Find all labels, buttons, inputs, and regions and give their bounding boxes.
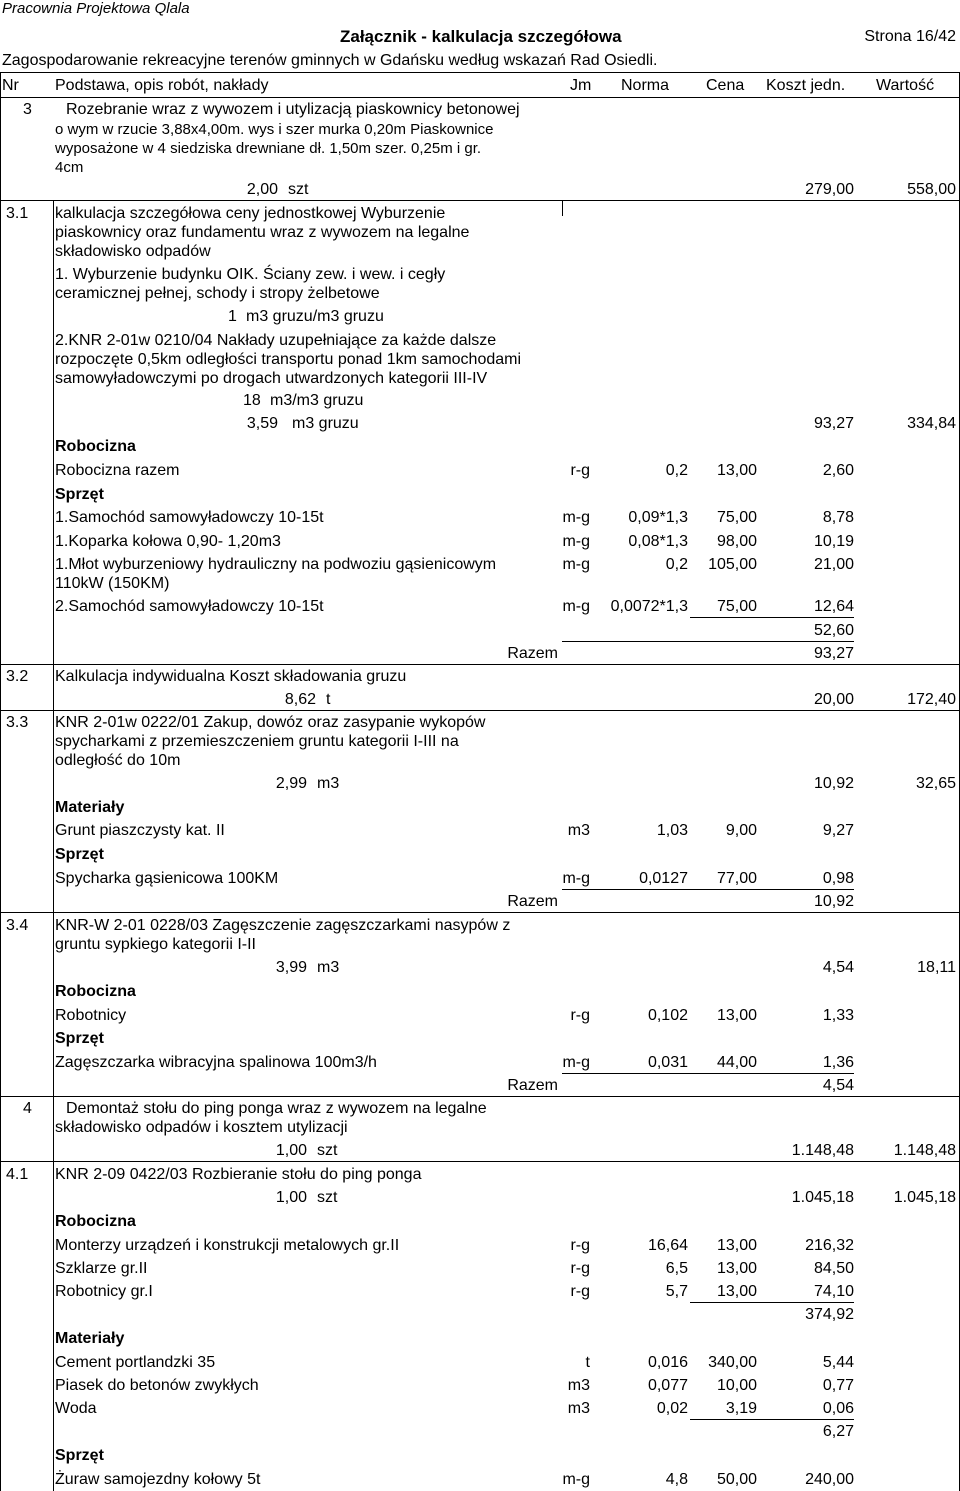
item-desc-line: gruntu sypkiego kategorii I-II (55, 936, 256, 953)
resource-jm: m-g (562, 509, 590, 526)
resource-cena: 105,00 (708, 556, 757, 573)
sub-unit: m3 gruzu/m3 gruzu (246, 308, 384, 325)
item-desc-line: składowisko odpadów (55, 243, 211, 260)
resource-norma: 0,077 (647, 1377, 688, 1394)
resource-koszt: 0,98 (822, 870, 854, 887)
resource-jm: m-g (562, 1054, 590, 1071)
unit-cost: 1.148,48 (791, 1142, 854, 1159)
resource-cena: 98,00 (716, 533, 757, 550)
resource-jm: m-g (562, 1471, 590, 1488)
value: 1.045,18 (893, 1189, 956, 1206)
resource-cena: 13,00 (716, 462, 757, 479)
sub-desc-line: 1. Wyburzenie budynku OIK. Ściany zew. i wew. i cegły (55, 266, 446, 283)
col-cena: Cena (706, 77, 745, 94)
unit: m3 (317, 775, 340, 792)
total-label: Razem (507, 1077, 558, 1094)
total-value: 4,54 (822, 1077, 854, 1094)
item-nr: 3.3 (6, 714, 29, 731)
unit-cost: 1.045,18 (791, 1189, 854, 1206)
col-koszt: Koszt jedn. (766, 77, 846, 94)
item-desc-line: Demontaż stołu do ping ponga wraz z wywozem na legalne (66, 1100, 487, 1117)
section-label: Materiały (55, 799, 125, 816)
resource-cena: 10,00 (716, 1377, 757, 1394)
value: 18,11 (917, 959, 956, 976)
resource-name: 2.Samochód samowyładowczy 10-15t (55, 598, 324, 615)
unit-cost: 10,92 (813, 775, 854, 792)
resource-koszt: 84,50 (813, 1260, 854, 1277)
resource-koszt: 21,00 (813, 556, 854, 573)
item-nr: 4.1 (6, 1166, 29, 1183)
resource-jm: r-g (570, 1283, 590, 1300)
resource-koszt: 216,32 (805, 1237, 854, 1254)
quantity: 2,99 (275, 775, 307, 792)
resource-jm: m3 (567, 1377, 590, 1394)
resource-norma: 0,02 (656, 1400, 688, 1417)
resource-norma: 4,8 (665, 1471, 688, 1488)
sub-quantity: 18 (243, 392, 261, 409)
value: 334,84 (907, 415, 956, 432)
total-value: 10,92 (813, 893, 854, 910)
resource-name: 1.Młot wyburzeniowy hydrauliczny na podwoziu gąsienicowym (55, 556, 497, 573)
page-number: Strona 16/42 (864, 28, 956, 45)
section-sum: 52,60 (813, 622, 854, 639)
document-title: Załącznik - kalkulacja szczegółowa (340, 27, 622, 46)
resource-name: Żuraw samojezdny kołowy 5t (55, 1471, 261, 1488)
section-label: Materiały (55, 1330, 125, 1347)
resource-cena: 340,00 (708, 1354, 757, 1371)
col-jm: Jm (570, 77, 592, 94)
resource-cena: 44,00 (716, 1054, 757, 1071)
resource-name: Monterzy urządzeń i konstrukcji metalowych gr.II (55, 1237, 400, 1254)
resource-cena: 75,00 (716, 509, 757, 526)
resource-jm: r-g (570, 1260, 590, 1277)
item-nr: 3 (23, 101, 32, 118)
quantity: 3,59 (246, 415, 278, 432)
total-label: Razem (507, 893, 558, 910)
resource-cena: 75,00 (716, 598, 757, 615)
resource-jm: r-g (570, 1007, 590, 1024)
resource-cena: 9,00 (725, 822, 757, 839)
resource-norma: 1,03 (656, 822, 688, 839)
item-desc-line: o wym w rzucie 3,88x4,00m. wys i szer murka 0,20m Piaskownice (55, 121, 494, 138)
item-desc-line: wyposażone w 4 siedziska drewniane dł. 1,50m szer. 0,25m i gr. (55, 140, 482, 157)
resource-jm: m-g (562, 598, 590, 615)
section-label: Robocizna (55, 438, 136, 455)
resource-name: Woda (55, 1400, 97, 1417)
project-name: Zagospodarowanie rekreacyjne terenów gminnych w Gdańsku według wskazań Rad Osiedli. (2, 52, 658, 69)
section-label: Sprzęt (55, 1030, 104, 1047)
value: 172,40 (907, 691, 956, 708)
item-desc-line: KNR 2-09 0422/03 Rozbieranie stołu do ping ponga (55, 1166, 422, 1183)
resource-jm: m-g (562, 533, 590, 550)
unit: m3 (317, 959, 340, 976)
resource-name: Spycharka gąsienicowa 100KM (55, 870, 279, 887)
resource-norma: 0,2 (665, 556, 688, 573)
resource-koszt: 1,36 (822, 1054, 854, 1071)
unit-cost: 4,54 (822, 959, 854, 976)
section-label: Sprzęt (55, 1447, 104, 1464)
resource-name: 1.Samochód samowyładowczy 10-15t (55, 509, 324, 526)
item-nr: 3.2 (6, 668, 29, 685)
unit: szt (288, 181, 309, 198)
sub-desc-line: samowyładowczymi po drogach utwardzonych kategorii III-IV (55, 370, 488, 387)
resource-koszt: 9,27 (822, 822, 854, 839)
section-label: Sprzęt (55, 486, 104, 503)
resource-name: Szklarze gr.II (55, 1260, 148, 1277)
unit: t (326, 691, 331, 708)
resource-name: Robotnicy gr.I (55, 1283, 153, 1300)
item-desc-line: 4cm (55, 159, 84, 176)
resource-koszt: 8,78 (822, 509, 854, 526)
unit-cost: 279,00 (805, 181, 854, 198)
sub-unit: m3/m3 gruzu (270, 392, 364, 409)
resource-cena: 13,00 (716, 1237, 757, 1254)
resource-jm: r-g (570, 1237, 590, 1254)
resource-jm: m-g (562, 556, 590, 573)
item-desc-line: Kalkulacja indywidualna Koszt składowania gruzu (55, 668, 407, 685)
resource-cena: 77,00 (716, 870, 757, 887)
company-name: Pracownia Projektowa Qlala (2, 0, 190, 17)
resource-norma: 6,5 (665, 1260, 688, 1277)
sub-desc-line: 2.KNR 2-01w 0210/04 Nakłady uzupełniające za każde dalsze (55, 332, 497, 349)
item-desc-line: spycharkami z przemieszczeniem gruntu kategorii I-III na (55, 733, 459, 750)
unit: szt (317, 1189, 338, 1206)
unit-cost: 93,27 (813, 415, 854, 432)
resource-norma: 0,09*1,3 (628, 509, 688, 526)
resource-jm: r-g (570, 462, 590, 479)
resource-koszt: 10,19 (813, 533, 854, 550)
resource-koszt: 0,06 (822, 1400, 854, 1417)
col-desc: Podstawa, opis robót, nakłady (55, 77, 269, 94)
resource-cena: 13,00 (716, 1007, 757, 1024)
resource-name: Robotnicy (55, 1007, 127, 1024)
item-nr: 3.1 (6, 205, 29, 222)
unit-cost: 20,00 (813, 691, 854, 708)
col-nr: Nr (2, 77, 19, 94)
resource-koszt: 2,60 (822, 462, 854, 479)
resource-koszt: 0,77 (822, 1377, 854, 1394)
item-desc-line: KNR-W 2-01 0228/03 Zagęszczenie zagęszczarkami nasypów z (55, 917, 511, 934)
resource-cena: 13,00 (716, 1260, 757, 1277)
quantity: 3,99 (275, 959, 307, 976)
quantity: 8,62 (284, 691, 316, 708)
resource-koszt: 5,44 (822, 1354, 854, 1371)
item-desc-line: składowisko odpadów i kosztem utylizacji (55, 1119, 348, 1136)
item-nr: 3.4 (6, 917, 29, 934)
resource-koszt: 1,33 (822, 1007, 854, 1024)
resource-name: Robocizna razem (55, 462, 180, 479)
section-sum: 6,27 (822, 1423, 854, 1440)
resource-norma: 0,016 (647, 1354, 688, 1371)
section-label: Sprzęt (55, 846, 104, 863)
item-desc-line: Rozebranie wraz z wywozem i utylizacją piaskownicy betonowej (66, 101, 520, 118)
resource-norma: 0,0072*1,3 (610, 598, 688, 615)
unit: szt (317, 1142, 338, 1159)
sub-quantity: 1 (228, 308, 237, 325)
resource-jm: m-g (562, 870, 590, 887)
col-norma: Norma (621, 77, 670, 94)
resource-norma: 5,7 (665, 1283, 688, 1300)
item-desc-line: odległość do 10m (55, 752, 181, 769)
section-label: Robocizna (55, 983, 136, 1000)
resource-koszt: 12,64 (813, 598, 854, 615)
value: 1.148,48 (893, 1142, 956, 1159)
item-nr: 4 (23, 1100, 32, 1117)
total-value: 93,27 (813, 645, 854, 662)
resource-norma: 0,08*1,3 (628, 533, 688, 550)
resource-norma: 16,64 (647, 1237, 688, 1254)
resource-name: Piasek do betonów zwykłych (55, 1377, 259, 1394)
resource-jm: t (585, 1354, 590, 1371)
resource-name: 1.Koparka kołowa 0,90- 1,20m3 (55, 533, 281, 550)
section-label: Robocizna (55, 1213, 136, 1230)
resource-norma: 0,031 (647, 1054, 688, 1071)
col-wartosc: Wartość (876, 77, 935, 94)
resource-cena: 13,00 (716, 1283, 757, 1300)
quantity: 1,00 (275, 1142, 307, 1159)
total-label: Razem (507, 645, 558, 662)
quantity: 2,00 (246, 181, 278, 198)
sub-desc-line: rozpoczęte 0,5km odległości transportu ponad 1km samochodami (55, 351, 522, 368)
resource-norma: 0,2 (665, 462, 688, 479)
resource-name: Zagęszczarka wibracyjna spalinowa 100m3/h (55, 1054, 377, 1071)
item-desc-line: kalkulacja szczegółowa ceny jednostkowej Wyburzenie (55, 205, 446, 222)
header-divider (0, 72, 960, 73)
resource-koszt: 74,10 (813, 1283, 854, 1300)
resource-jm: m3 (567, 822, 590, 839)
resource-norma: 0,102 (647, 1007, 688, 1024)
item-desc-line: piaskownicy oraz fundamentu wraz z wywozem na legalne (55, 224, 470, 241)
section-sum: 374,92 (805, 1306, 854, 1323)
resource-name: Grunt piaszczysty kat. II (55, 822, 225, 839)
unit: m3 gruzu (292, 415, 359, 432)
resource-jm: m3 (567, 1400, 590, 1417)
quantity: 1,00 (275, 1189, 307, 1206)
resource-cena: 50,00 (716, 1471, 757, 1488)
resource-name: Cement portlandzki 35 (55, 1354, 216, 1371)
resource-koszt: 240,00 (805, 1471, 854, 1488)
resource-norma: 0,0127 (639, 870, 688, 887)
sub-desc-line: ceramicznej pełnej, schody i stropy żelbetowe (55, 285, 380, 302)
resource-cena: 3,19 (725, 1400, 757, 1417)
resource-name: 110kW (150KM) (55, 575, 170, 592)
value: 558,00 (907, 181, 956, 198)
value: 32,65 (915, 775, 956, 792)
item-desc-line: KNR 2-01w 0222/01 Zakup, dowóz oraz zasypanie wykopów (55, 714, 486, 731)
